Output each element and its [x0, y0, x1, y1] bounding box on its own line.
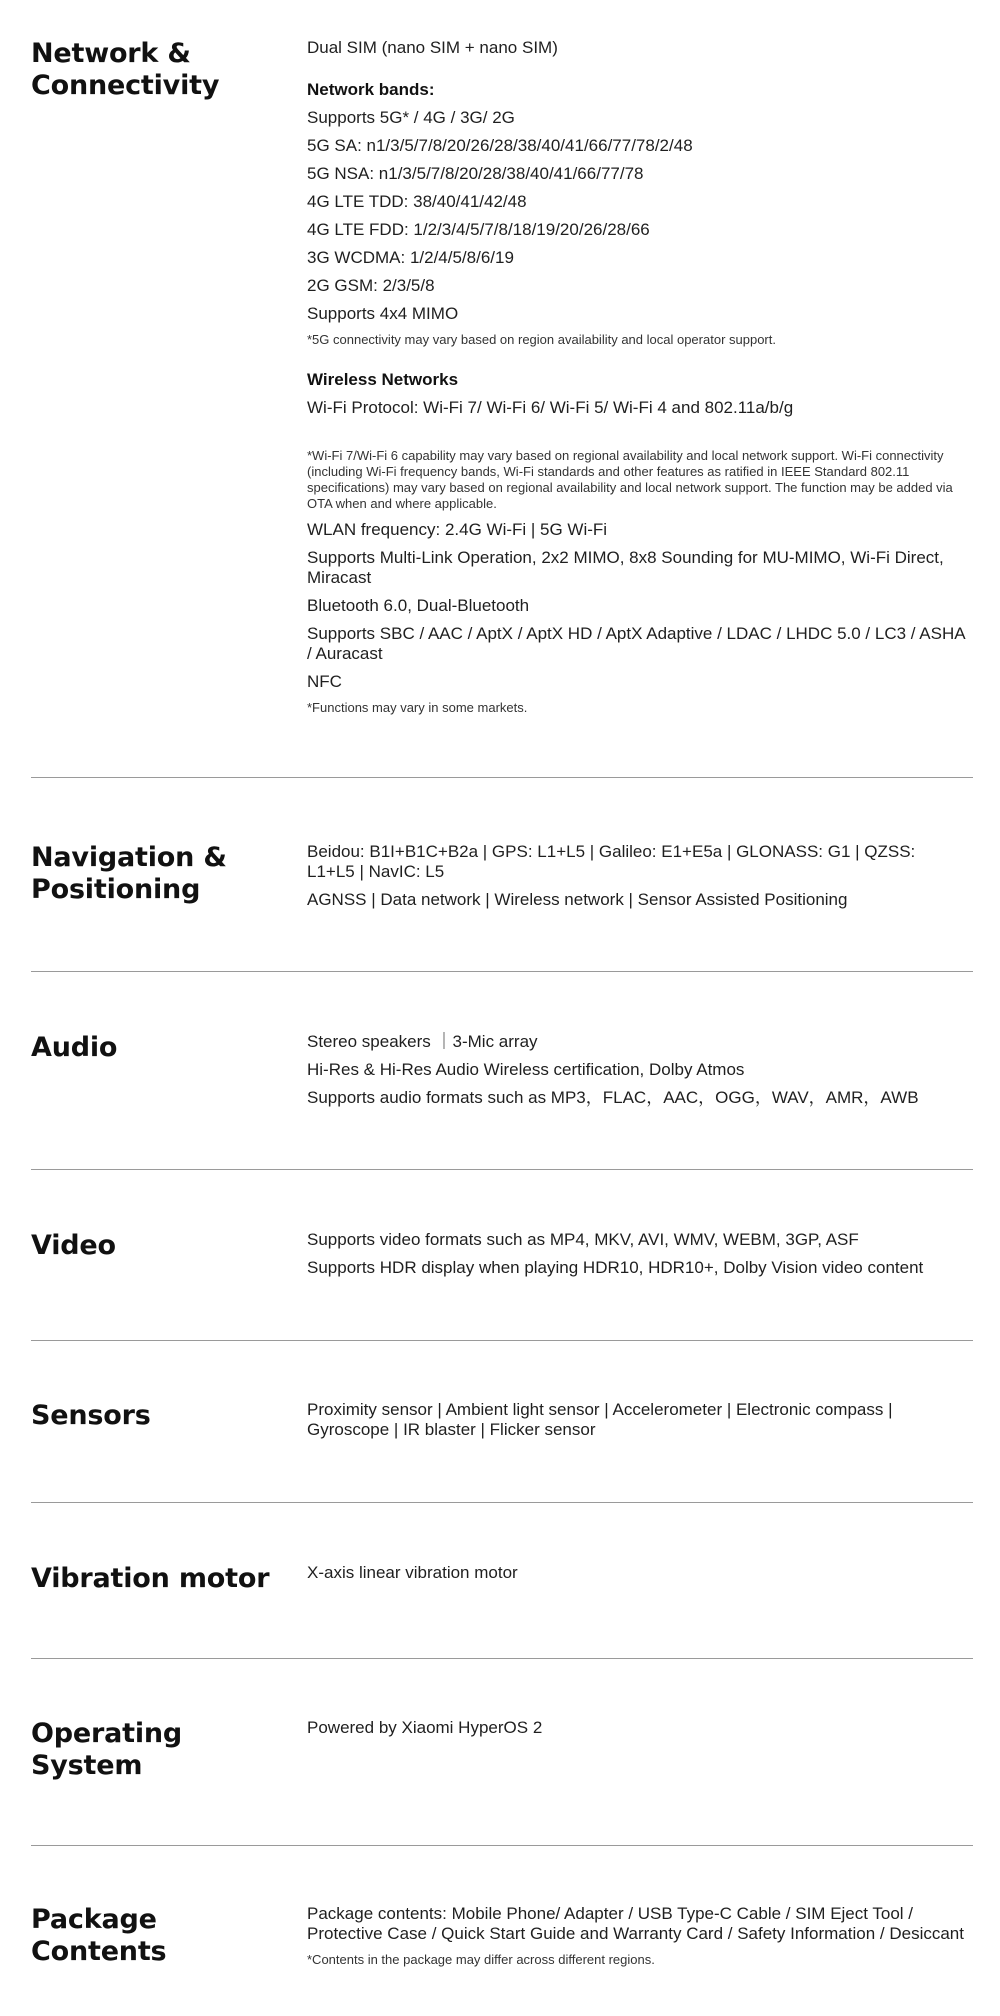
divider: [31, 777, 973, 778]
sensors-specs: [307, 1400, 967, 1448]
navigation-title: Navigation & Positioning: [31, 842, 227, 905]
audio-item: Stereo speakers ｜3-Mic array: [307, 1032, 538, 1051]
video-item: Supports video formats such as MP4, MKV, AVI, WMV, WEBM, 3GP, ASF: [307, 1230, 859, 1249]
divider: [31, 1502, 973, 1503]
audio-item: Supports audio formats such as MP3，FLAC，AAC，OGG，WAV，AMR，AWB: [307, 1088, 919, 1107]
wlan-frequency: WLAN frequency: 2.4G Wi-Fi | 5G Wi-Fi: [307, 520, 608, 539]
divider: [31, 1169, 973, 1170]
band-item: 3G WCDMA: 1/2/4/5/8/6/19: [307, 248, 514, 267]
band-item: Supports 5G* / 4G / 3G/ 2G: [307, 108, 515, 127]
vibration-title: Vibration motor: [31, 1563, 270, 1594]
codecs-spec: Supports SBC / AAC / AptX / AptX HD / AptX Adaptive / LDAC / LHDC 5.0 / LC3 / ASHA / Auracast: [307, 624, 965, 663]
wifi-note: *Wi-Fi 7/Wi-Fi 6 capability may vary based on regional availability and local network support. Wi-Fi connectivity (including Wi-Fi frequency bands, Wi-Fi standards and other features as ratified in IEEE Standard 802.11 specifications) may vary based on regional availability and local network support. The function may be added via OTA when and where applicable.: [307, 448, 953, 511]
os-specs: [307, 1718, 967, 1746]
sensors-item: Proximity sensor | Ambient light sensor | Accelerometer | Electronic compass | Gyroscope | IR blaster | Flicker sensor: [307, 1400, 893, 1439]
divider: [31, 1658, 973, 1659]
os-title: Operating System: [31, 1718, 183, 1781]
divider: [31, 971, 973, 972]
band-item: 4G LTE FDD: 1/2/3/4/5/7/8/18/19/20/26/28/66: [307, 220, 650, 239]
sim-spec: Dual SIM (nano SIM + nano SIM): [307, 38, 558, 57]
audio-title: Audio: [31, 1032, 118, 1063]
network-specs: [307, 38, 967, 724]
navigation-specs: [307, 842, 967, 918]
vibration-specs: [307, 1563, 967, 1591]
band-item: 4G LTE TDD: 38/40/41/42/48: [307, 192, 527, 211]
bands-heading: Network bands:: [307, 80, 435, 99]
positioning-spec: AGNSS | Data network | Wireless network | Sensor Assisted Positioning: [307, 890, 848, 909]
sensors-title: Sensors: [31, 1400, 151, 1431]
gnss-spec: Beidou: B1I+B1C+B2a | GPS: L1+L5 | Galileo: E1+E5a | GLONASS: G1 | QZSS: L1+L5 | NavIC: L5: [307, 842, 916, 881]
nfc-spec: NFC: [307, 672, 342, 691]
video-title: Video: [31, 1230, 116, 1261]
network-title: Network & Connectivity: [31, 38, 220, 101]
wifi-protocol: Wi-Fi Protocol: Wi-Fi 7/ Wi-Fi 6/ Wi-Fi 5/ Wi-Fi 4 and 802.11a/b/g: [307, 398, 794, 417]
package-title: Package Contents: [31, 1904, 167, 1967]
divider: [31, 1340, 973, 1341]
bands-note: *5G connectivity may vary based on region availability and local operator support.: [307, 332, 776, 347]
divider: [31, 1845, 973, 1846]
vibration-item: X-axis linear vibration motor: [307, 1563, 518, 1582]
bluetooth-spec: Bluetooth 6.0, Dual-Bluetooth: [307, 596, 530, 615]
package-note: *Contents in the package may differ across different regions.: [307, 1952, 655, 1967]
wireless-heading: Wireless Networks: [307, 370, 459, 389]
band-item: 2G GSM: 2/3/5/8: [307, 276, 435, 295]
functions-note: *Functions may vary in some markets.: [307, 700, 528, 715]
band-item: 5G NSA: n1/3/5/7/8/20/28/38/40/41/66/77/78: [307, 164, 644, 183]
band-item: Supports 4x4 MIMO: [307, 304, 459, 323]
band-item: 5G SA: n1/3/5/7/8/20/26/28/38/40/41/66/77/78/2/48: [307, 136, 693, 155]
os-item: Powered by Xiaomi HyperOS 2: [307, 1718, 543, 1737]
video-item: Supports HDR display when playing HDR10, HDR10+, Dolby Vision video content: [307, 1258, 924, 1277]
multilink-spec: Supports Multi-Link Operation, 2x2 MIMO, 8x8 Sounding for MU-MIMO, Wi-Fi Direct, Miracast: [307, 548, 944, 587]
package-item: Package contents: Mobile Phone/ Adapter / USB Type-C Cable / SIM Eject Tool / Protective Case / Quick Start Guide and Warranty Card / Safety Information / Desiccant: [307, 1904, 964, 1943]
video-specs: [307, 1230, 967, 1286]
audio-item: Hi-Res & Hi-Res Audio Wireless certification, Dolby Atmos: [307, 1060, 745, 1079]
audio-specs: [307, 1032, 967, 1116]
package-specs: [307, 1904, 967, 1976]
